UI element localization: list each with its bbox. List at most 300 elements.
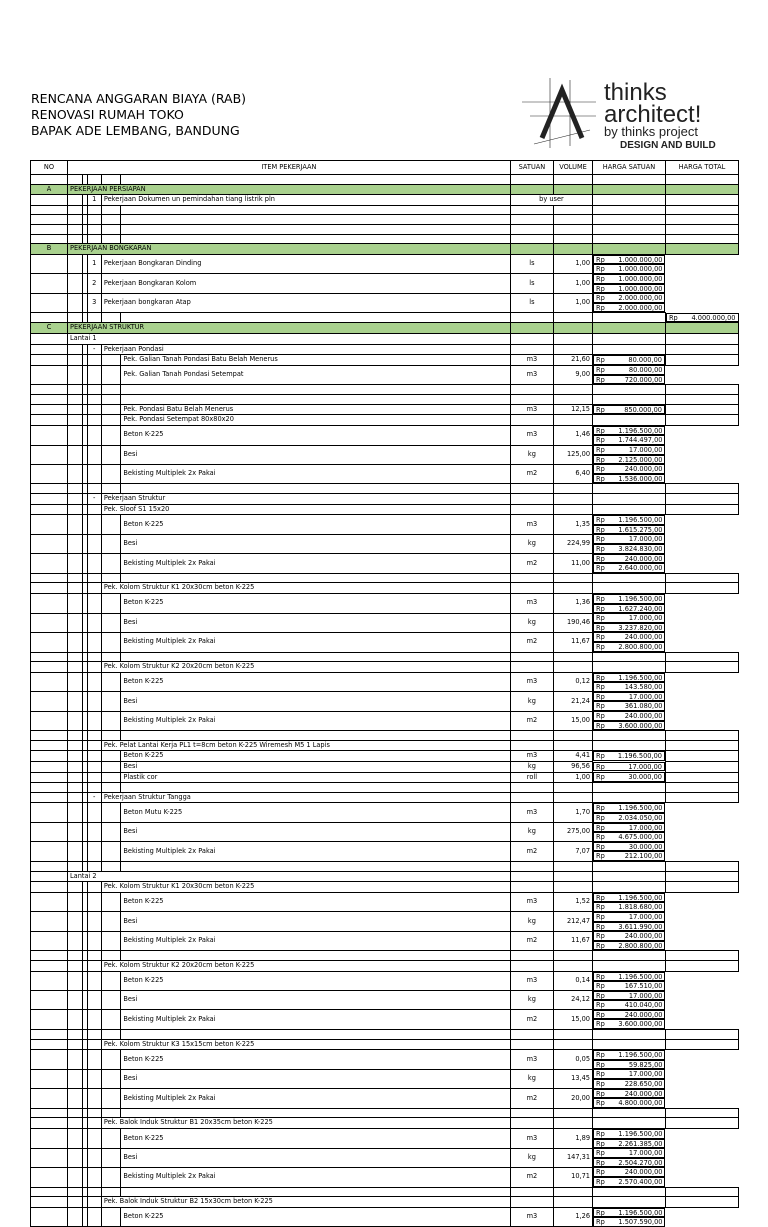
empty-cell <box>87 554 101 574</box>
empty-cell <box>665 951 738 961</box>
row-item: Beton K-225 <box>121 672 510 692</box>
row-satuan: ls <box>510 254 553 274</box>
row-volume: 11,00 <box>553 554 592 574</box>
empty-cell <box>31 652 68 662</box>
row-harga-satuan <box>593 931 665 941</box>
amount: 17.000,00 <box>628 1149 663 1158</box>
amount: 17.000,00 <box>628 692 663 701</box>
currency-label: Rp <box>596 294 605 303</box>
amount: 2.800.800,00 <box>618 642 663 651</box>
empty-cell <box>593 244 666 255</box>
row-volume: 15,00 <box>553 711 592 731</box>
col-item: ITEM PEKERJAAN <box>67 161 510 175</box>
empty-cell <box>67 1187 82 1197</box>
blank-row <box>31 224 739 234</box>
row-harga-satuan <box>593 1089 665 1099</box>
row-harga-satuan <box>593 960 666 971</box>
empty-cell <box>121 234 510 244</box>
empty-cell <box>593 1187 666 1197</box>
amount: 1.196.500,00 <box>618 972 663 981</box>
row-harga-satuan <box>593 762 665 772</box>
empty-cell <box>67 573 82 583</box>
empty-cell <box>665 323 738 334</box>
empty-cell <box>87 931 101 951</box>
row-harga-total <box>593 922 665 932</box>
empty-cell <box>87 445 101 464</box>
empty-cell <box>593 861 666 871</box>
empty-cell <box>553 861 592 871</box>
row-harga-satuan <box>593 1010 665 1020</box>
empty-cell <box>101 464 121 484</box>
empty-cell <box>101 484 121 494</box>
currency-label: Rp <box>596 972 605 981</box>
row-no <box>31 583 68 594</box>
blank-row <box>31 731 739 741</box>
empty-cell <box>101 1187 121 1197</box>
row-harga-total <box>665 344 738 355</box>
empty-cell <box>121 1187 510 1197</box>
empty-cell <box>553 1030 592 1040</box>
row-item: Bekisting Multiplek 2x Pakai <box>121 554 510 574</box>
currency-label: Rp <box>596 833 605 842</box>
amount: 240.000,00 <box>624 465 663 474</box>
row-satuan: m3 <box>510 593 553 613</box>
empty-cell <box>121 783 510 793</box>
empty-cell <box>101 931 121 951</box>
empty-cell <box>87 1197 101 1208</box>
row-no <box>31 892 68 912</box>
row-harga-total <box>665 494 738 505</box>
empty-cell <box>101 613 121 632</box>
currency-label: Rp <box>596 692 605 701</box>
row-satuan <box>510 662 553 673</box>
empty-cell <box>101 385 121 395</box>
empty-cell <box>31 224 68 234</box>
row-no <box>31 554 68 574</box>
empty-cell <box>101 1030 121 1040</box>
logo-tagline: by thinks project <box>604 124 698 139</box>
row-item: Besi <box>121 445 510 464</box>
amount: 2.261.385,00 <box>618 1139 663 1148</box>
row-harga-satuan <box>593 534 665 544</box>
empty-cell <box>67 1010 82 1030</box>
row-item: Beton K-225 <box>121 593 510 613</box>
empty-cell <box>67 293 82 313</box>
amount: 3.611.990,00 <box>618 922 663 931</box>
section-row <box>31 184 739 195</box>
row-harga-satuan <box>593 464 665 474</box>
row-item: Pek. Pondasi Setempat 80x80x20 <box>121 415 510 426</box>
currency-label: Rp <box>596 554 605 563</box>
row-no <box>31 1129 68 1149</box>
empty-cell <box>593 1108 666 1118</box>
table-row <box>31 415 739 426</box>
row-harga-total <box>665 662 738 673</box>
row-harga-satuan <box>593 1148 665 1158</box>
row-volume: 13,45 <box>553 1069 592 1088</box>
row-harga-total <box>593 813 665 823</box>
row-harga-total <box>593 1098 665 1108</box>
row-item: Besi <box>121 1148 510 1167</box>
row-volume <box>553 1197 592 1208</box>
empty-cell <box>87 711 101 731</box>
amount: 4.675.000,00 <box>618 833 663 842</box>
row-no <box>31 1089 68 1109</box>
row-item: Beton K-225 <box>121 515 510 535</box>
currency-label: Rp <box>596 1158 605 1167</box>
empty-cell <box>510 1187 553 1197</box>
row-no <box>31 1118 68 1129</box>
row-no <box>31 960 68 971</box>
empty-cell <box>101 1207 121 1227</box>
row-harga-satuan <box>593 594 665 604</box>
row-no <box>31 534 68 553</box>
row-item: Pek. Kolom Struktur K1 20x30cm beton K-225 <box>101 882 510 893</box>
empty-cell <box>31 234 68 244</box>
row-harga-total <box>665 1039 738 1050</box>
col-harga-satuan: HARGA SATUAN <box>593 161 666 175</box>
row-volume: 96,56 <box>553 762 592 773</box>
currency-label: Rp <box>596 683 605 692</box>
empty-cell <box>510 205 553 215</box>
empty-cell <box>67 951 82 961</box>
row-satuan <box>510 494 553 505</box>
row-no <box>31 593 68 613</box>
empty-cell <box>67 931 82 951</box>
empty-cell <box>665 861 738 871</box>
amount: 2.640.000,00 <box>618 564 663 573</box>
table-row <box>31 692 739 711</box>
empty-cell <box>87 803 101 823</box>
empty-cell <box>87 464 101 484</box>
row-satuan <box>510 1039 553 1050</box>
empty-cell <box>87 1118 101 1129</box>
row-satuan: m2 <box>510 554 553 574</box>
row-harga-satuan <box>593 991 665 1001</box>
logo-subtitle: DESIGN AND BUILD <box>620 140 716 151</box>
table-row <box>31 554 739 574</box>
row-harga-total <box>593 544 665 554</box>
table-row <box>31 1039 739 1050</box>
empty-cell <box>67 224 82 234</box>
row-harga-satuan <box>593 293 665 303</box>
empty-cell <box>87 842 101 862</box>
empty-cell <box>87 652 101 662</box>
row-no <box>31 344 68 355</box>
row-satuan <box>510 1197 553 1208</box>
amount: 1.627.240,00 <box>618 604 663 613</box>
currency-label: Rp <box>596 941 605 950</box>
empty-cell <box>67 254 82 274</box>
row-harga-total <box>665 751 738 762</box>
row-volume: 9,00 <box>553 365 592 385</box>
empty-cell <box>67 385 82 395</box>
empty-cell <box>101 573 121 583</box>
empty-cell <box>67 842 82 862</box>
empty-cell <box>67 751 82 762</box>
empty-cell <box>67 415 82 426</box>
row-harga-total <box>593 851 665 861</box>
amount: 1.196.500,00 <box>618 893 663 902</box>
row-no <box>31 672 68 692</box>
empty-cell <box>87 484 101 494</box>
row-volume: 11,67 <box>553 931 592 951</box>
row-item: Pek. Balok Induk Struktur B1 20x35cm beton K-225 <box>101 1118 510 1129</box>
amount: 2.504.270,00 <box>618 1158 663 1167</box>
row-harga-total <box>665 415 738 426</box>
row-harga-satuan <box>593 673 665 683</box>
row-volume: 0,14 <box>553 971 592 991</box>
table-row <box>31 751 739 762</box>
section-no: C <box>31 323 68 334</box>
amount: 1.536.000,00 <box>618 474 663 483</box>
empty-cell <box>101 1050 121 1070</box>
empty-cell <box>87 991 101 1010</box>
row-no <box>31 931 68 951</box>
currency-label: Rp <box>596 1218 605 1227</box>
empty-cell <box>87 1129 101 1149</box>
amount: 2.034.050,00 <box>618 814 663 822</box>
table-row <box>31 534 739 553</box>
empty-cell <box>121 1108 510 1118</box>
row-item: Bekisting Multiplek 2x Pakai <box>121 1010 510 1030</box>
row-no <box>31 632 68 652</box>
table-row <box>31 355 739 366</box>
empty-cell <box>101 215 121 225</box>
row-harga-total <box>666 313 739 323</box>
row-volume <box>553 344 592 355</box>
row-satuan: m3 <box>510 1050 553 1070</box>
row-item: Bekisting Multiplek 2x Pakai <box>121 464 510 484</box>
row-volume: 7,07 <box>553 842 592 862</box>
empty-cell <box>67 464 82 484</box>
empty-cell <box>121 395 510 405</box>
row-harga-total <box>665 504 738 515</box>
amount: 1.196.500,00 <box>618 1051 663 1060</box>
empty-cell <box>31 175 68 185</box>
empty-cell <box>87 1069 101 1088</box>
row-no <box>31 803 68 823</box>
row-harga-satuan <box>593 274 665 284</box>
row-volume: 1,46 <box>553 425 592 445</box>
amount: 1.000.000,00 <box>618 274 663 283</box>
row-harga-total <box>593 1079 665 1089</box>
table-row <box>31 494 739 505</box>
table-row <box>31 1197 739 1208</box>
empty-cell <box>101 515 121 535</box>
row-no <box>31 274 68 293</box>
row-volume: 1,00 <box>553 274 592 293</box>
row-volume: 147,31 <box>553 1148 592 1167</box>
empty-cell <box>67 205 82 215</box>
row-satuan: kg <box>510 534 553 553</box>
empty-cell <box>553 573 592 583</box>
currency-label: Rp <box>596 814 605 822</box>
row-no <box>31 1069 68 1088</box>
row-no <box>31 494 68 505</box>
empty-cell <box>665 205 738 215</box>
currency-label: Rp <box>596 1089 605 1098</box>
empty-cell <box>87 1207 101 1227</box>
empty-cell <box>101 861 121 871</box>
empty-cell <box>67 1167 82 1187</box>
row-volume <box>553 334 592 345</box>
empty-cell <box>67 365 82 385</box>
currency-label: Rp <box>596 1168 605 1177</box>
row-item: Pekerjaan Pondasi <box>101 344 510 355</box>
row-harga-satuan <box>593 882 666 893</box>
empty-cell <box>67 175 82 185</box>
empty-cell <box>67 792 82 803</box>
amount: 1.196.500,00 <box>618 1130 663 1138</box>
blank-row <box>31 205 739 215</box>
table-row <box>31 991 739 1010</box>
currency-label: Rp <box>596 356 605 365</box>
row-no <box>31 871 68 882</box>
row-satuan: roll <box>510 772 553 783</box>
blank-row <box>31 484 739 494</box>
row-volume <box>553 583 592 594</box>
row-no <box>31 613 68 632</box>
currency-label: Rp <box>596 1070 605 1079</box>
currency-label: Rp <box>596 932 605 941</box>
amount: 4.000.000,00 <box>691 313 736 322</box>
empty-cell <box>101 175 121 185</box>
row-harga-total <box>665 583 738 594</box>
row-no <box>31 425 68 445</box>
currency-label: Rp <box>596 474 605 483</box>
blank-row <box>31 783 739 793</box>
col-no: NO <box>31 161 68 175</box>
empty-cell <box>553 184 592 195</box>
empty-cell <box>510 395 553 405</box>
amount: 1.196.500,00 <box>618 1208 663 1217</box>
row-item: Pek. Pondasi Batu Belah Menerus <box>121 404 510 415</box>
currency-label: Rp <box>596 1099 605 1108</box>
row-harga-satuan <box>593 255 665 265</box>
empty-cell <box>67 1039 82 1050</box>
row-no <box>31 404 68 415</box>
empty-cell <box>510 323 553 334</box>
empty-cell <box>87 632 101 652</box>
currency-label: Rp <box>596 1208 605 1217</box>
doc-title: RENCANA ANGGARAN BIAYA (RAB) <box>31 91 247 106</box>
empty-cell <box>31 385 68 395</box>
amount: 228.650,00 <box>624 1080 663 1089</box>
row-volume: 1,00 <box>553 772 592 783</box>
row-item: Besi <box>121 912 510 931</box>
row-harga-satuan <box>593 1069 665 1079</box>
empty-cell <box>593 184 666 195</box>
row-harga-total <box>593 525 665 535</box>
currency-label: Rp <box>596 255 605 264</box>
row-harga-total <box>593 375 665 385</box>
empty-cell <box>67 991 82 1010</box>
table-row <box>31 254 739 274</box>
empty-cell <box>593 573 666 583</box>
row-harga-satuan <box>593 972 665 982</box>
row-harga-total <box>593 902 665 912</box>
row-volume <box>553 504 592 515</box>
row-harga-total <box>593 981 665 991</box>
empty-cell <box>67 762 82 773</box>
row-number: 2 <box>87 274 101 293</box>
empty-cell <box>67 892 82 912</box>
row-harga-total <box>593 474 665 484</box>
table-row <box>31 772 739 783</box>
amount: 1.196.500,00 <box>618 804 663 813</box>
empty-cell <box>593 395 666 405</box>
row-harga-total <box>593 1019 665 1029</box>
blank-row <box>31 1030 739 1040</box>
row-no <box>31 504 68 515</box>
table-row <box>31 613 739 632</box>
empty-cell <box>67 593 82 613</box>
row-no <box>31 882 68 893</box>
empty-cell <box>67 583 82 594</box>
table-row <box>31 892 739 912</box>
empty-cell <box>67 912 82 931</box>
empty-cell <box>101 425 121 445</box>
empty-cell <box>67 274 82 293</box>
empty-cell <box>87 783 101 793</box>
currency-label: Rp <box>596 535 605 544</box>
row-harga-total <box>593 721 665 731</box>
table-row <box>31 445 739 464</box>
row-item: Pekerjaan Dokumen un pemindahan tiang listrik pln <box>101 195 510 206</box>
row-harga-satuan <box>593 415 666 426</box>
empty-cell <box>67 355 82 366</box>
row-volume: 24,12 <box>553 991 592 1010</box>
empty-cell <box>67 803 82 823</box>
row-harga-satuan <box>593 711 665 721</box>
row-harga-satuan <box>593 515 665 525</box>
table-row <box>31 740 739 751</box>
amount: 2.125.000,00 <box>618 455 663 464</box>
table-row <box>31 1050 739 1070</box>
row-satuan <box>510 504 553 515</box>
empty-cell <box>101 772 121 783</box>
amount: 720.000,00 <box>624 375 663 384</box>
empty-cell <box>31 1108 68 1118</box>
row-harga-total <box>665 404 738 415</box>
row-harga-satuan <box>593 803 665 813</box>
row-volume: 1,35 <box>553 515 592 535</box>
row-harga-total <box>593 642 665 652</box>
currency-label: Rp <box>596 265 605 274</box>
row-volume: 21,60 <box>553 355 592 366</box>
row-volume: 0,05 <box>553 1050 592 1070</box>
row-volume: 190,46 <box>553 613 592 632</box>
amount: 80.000,00 <box>628 356 662 365</box>
row-satuan <box>510 1118 553 1129</box>
row-harga-total <box>593 1158 665 1168</box>
row-volume: 21,24 <box>553 692 592 711</box>
row-harga-total <box>665 1197 738 1208</box>
row-no <box>31 365 68 385</box>
currency-label: Rp <box>596 991 605 1000</box>
row-harga-satuan <box>593 504 666 515</box>
row-volume: 12,15 <box>553 404 592 415</box>
row-harga-satuan <box>593 344 666 355</box>
amount: 1.615.275,00 <box>618 525 663 534</box>
row-harga-satuan <box>593 912 665 922</box>
empty-cell <box>87 861 101 871</box>
empty-cell <box>67 652 82 662</box>
empty-cell <box>67 1108 82 1118</box>
currency-label: Rp <box>596 721 605 730</box>
row-harga-total <box>665 740 738 751</box>
